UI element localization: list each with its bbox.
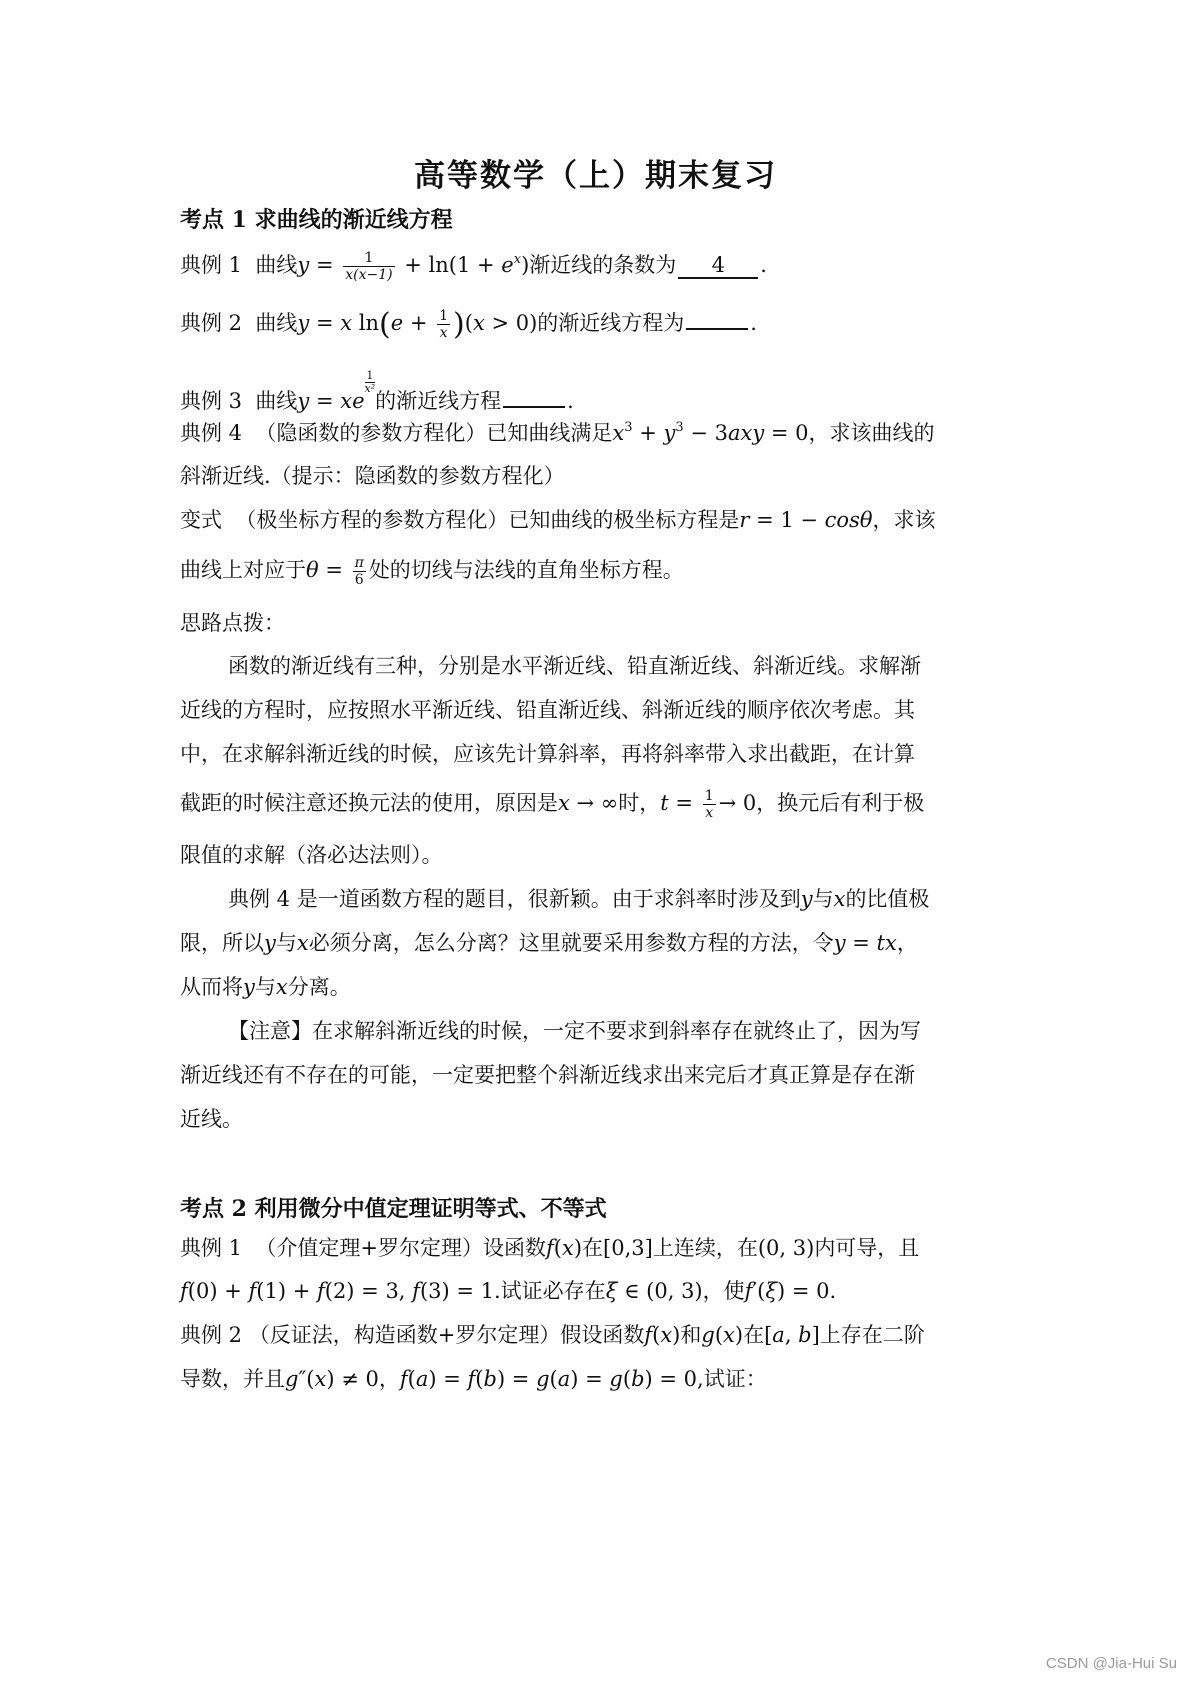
note-line2: 渐近线还有不存在的可能，一定要把整个斜渐近线求出来完后才真正算是存在渐 [180,1063,915,1087]
variant-line2: 曲线上对应于θ = $\frac{\pi}{6}$ 处的切线与法线的直角坐标方程。 [180,555,684,588]
variant-line1: 变式 （极坐标方程的参数方程化）已知曲线的极坐标方程是r = 1 − cosθ，求该 [180,508,936,532]
example-1-2: 典例 2 曲线y = x ln(e + $\frac{1}{x}$ )(x > 0)的渐近线方程为 . [180,307,757,342]
formula-fraction: $\frac{1}{x(x-1)}$ [345,250,393,283]
example-2-1-line2: f(0) + f(1) + f(2) = 3, f(3) = 1.试证必存在ξ ∈ (0, 3)，使f′(ξ) = 0. [180,1279,837,1303]
answer-blank [503,406,565,408]
answer-blank [686,328,748,330]
section-heading-1: 考点 1 求曲线的渐近线方程 [180,207,453,233]
page-title: 高等数学（上）期末复习 [414,158,777,194]
answer-blank: 4 [678,253,758,279]
example-2-1-line1: 典例 1 （介值定理+罗尔定理）设函数f(x)在[0,3]上连续，在(0, 3)内可导，且 [180,1236,920,1260]
example-2-2-line1: 典例 2 （反证法，构造函数+罗尔定理）假设函数f(x)和g(x)在[a, b]上存在二阶 [180,1323,925,1347]
note-line1: 【注意】在求解斜渐近线的时候，一定不要求到斜率存在就终止了，因为写 [228,1019,921,1043]
hint-p2-line3: 从而将y与x分离。 [180,975,351,999]
example-label: 典例 1 [180,253,243,277]
watermark: CSDN @Jia-Hui Su [1045,1655,1177,1672]
hint-p1-line4: 截距的时候注意还换元法的使用，原因是x → ∞时，t = $\frac{1}{x}$ → 0，换元后有利于极 [180,788,925,821]
note-line3: 近线。 [180,1107,243,1131]
hint-p1-line3: 中，在求解斜渐近线的时候，应该先计算斜率，再将斜率带入求出截距，在计算 [180,742,915,766]
example-label: 典例 3 [180,389,243,413]
hint-p2-line2: 限，所以y与x必须分离，怎么分离？这里就要采用参数方程的方法，令y = tx， [180,931,918,955]
example-label: 典例 2 [180,311,243,335]
variant-label: 变式 [180,508,222,532]
example-1-4-line1: 典例 4 （隐函数的参数方程化）已知曲线满足$x^3 + y^3 - 3axy = 0$，求该曲线的 [180,420,935,445]
formula-fraction: $\frac{1}{x}$ [704,788,714,821]
example-label: 典例 2 [180,1323,243,1347]
example-1-4-line2: 斜渐近线.（提示：隐函数的参数方程化） [180,464,565,488]
section-heading-2: 考点 2 利用微分中值定理证明等式、不等式 [180,1196,607,1222]
example-1-3: 典例 3 曲线y = xe $\frac{1}{\text{x²}}$ 的渐近线方程 . [180,369,574,413]
example-label: 典例 4 [180,421,243,445]
formula-fraction: $\frac{\pi}{6}$ [354,555,364,588]
example-1-1: 典例 1 曲线y = $\frac{1}{x(x-1)}$ + $\ln(1 + e^x)$渐近线的条数为 4 . [180,250,767,283]
hint-p1-line1: 函数的渐近线有三种，分别是水平渐近线、铅直渐近线、斜渐近线。求解渐 [228,654,921,678]
hint-label: 思路点拨： [180,611,285,635]
hint-p2-line1: 典例 4 是一道函数方程的题目，很新颖。由于求斜率时涉及到y与x的比值极 [228,887,930,911]
hint-p1-line5: 限值的求解（洛必达法则）。 [180,843,443,867]
hint-p1-line2: 近线的方程时，应按照水平渐近线、铅直渐近线、斜渐近线的顺序依次考虑。其 [180,698,915,722]
example-2-2-line2: 导数，并且g″(x) ≠ 0，f(a) = f(b) = g(a) = g(b) = 0,试证： [180,1367,767,1391]
example-label: 典例 1 [180,1236,243,1260]
exponent-fraction: $\frac{1}{\text{x²}}$ [364,369,376,395]
formula-fraction: $\frac{1}{x}$ [439,308,449,341]
